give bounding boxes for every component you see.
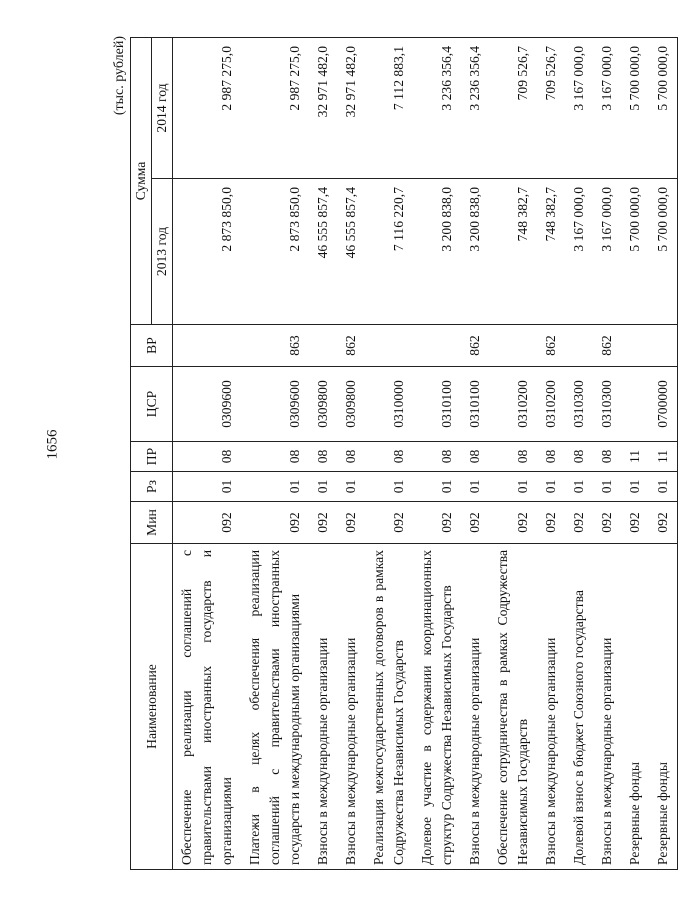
row-rz: 01 <box>461 472 489 502</box>
row-amount-2013: 748 382,7 <box>489 179 537 325</box>
row-amount-2014: 3 236 356,4 <box>461 38 489 179</box>
row-amount-2014: 5 700 000,0 <box>621 38 649 179</box>
row-amount-2014: 709 526,7 <box>537 38 565 179</box>
row-pr: 11 <box>649 442 678 472</box>
row-min: 092 <box>649 502 678 544</box>
row-rz: 01 <box>537 472 565 502</box>
row-name: Взносы в международные организации <box>309 544 337 870</box>
table-row <box>337 38 365 870</box>
row-amount-2013: 2 873 850,0 <box>173 179 242 325</box>
row-amount-2014: 5 700 000,0 <box>649 38 678 179</box>
row-rz: 01 <box>365 472 413 502</box>
header-sum: Сумма <box>131 38 152 325</box>
row-csr: 0310100 <box>413 367 461 442</box>
row-name: Резервные фонды <box>649 544 678 870</box>
row-pr: 08 <box>365 442 413 472</box>
row-name: Долевое участие в содержании координационных структур Содружества Независимых Государств <box>413 544 461 870</box>
table-row <box>173 38 242 870</box>
row-rz: 01 <box>649 472 678 502</box>
row-min: 092 <box>565 502 593 544</box>
row-pr: 08 <box>461 442 489 472</box>
row-amount-2014: 2 987 275,0 <box>173 38 242 179</box>
row-amount-2013: 46 555 857,4 <box>309 179 337 325</box>
row-min: 092 <box>413 502 461 544</box>
row-vr: 862 <box>461 325 489 367</box>
row-pr: 08 <box>489 442 537 472</box>
row-vr: 862 <box>537 325 565 367</box>
row-amount-2014: 3 167 000,0 <box>593 38 621 179</box>
row-rz: 01 <box>621 472 649 502</box>
row-vr <box>413 325 461 367</box>
row-name: Платежи в целях обеспечения реализации соглашений с правительствами иностранных государств и международными организациями <box>241 544 309 870</box>
row-amount-2014: 3 236 356,4 <box>413 38 461 179</box>
row-min: 092 <box>461 502 489 544</box>
row-name: Обеспечение реализации соглашений с правительствами иностранных государств и организациями <box>173 544 242 870</box>
row-name: Долевой взнос в бюджет Союзного государства <box>565 544 593 870</box>
row-amount-2013: 5 700 000,0 <box>649 179 678 325</box>
table-row <box>413 38 461 870</box>
row-amount-2013: 2 873 850,0 <box>241 179 309 325</box>
table-row <box>489 38 537 870</box>
row-pr: 11 <box>621 442 649 472</box>
table-row <box>649 38 678 870</box>
row-name: Резервные фонды <box>621 544 649 870</box>
row-amount-2013: 46 555 857,4 <box>337 179 365 325</box>
row-min: 092 <box>309 502 337 544</box>
row-min: 092 <box>337 502 365 544</box>
row-amount-2014: 3 167 000,0 <box>565 38 593 179</box>
row-rz: 01 <box>413 472 461 502</box>
row-vr: 862 <box>337 325 365 367</box>
row-min: 092 <box>621 502 649 544</box>
row-csr: 0700000 <box>649 367 678 442</box>
row-vr: 862 <box>593 325 621 367</box>
table-row <box>565 38 593 870</box>
row-min: 092 <box>241 502 309 544</box>
row-name: Взносы в международные организации <box>337 544 365 870</box>
row-pr: 08 <box>173 442 242 472</box>
row-min: 092 <box>593 502 621 544</box>
rotated-page-content <box>110 30 670 870</box>
row-csr: 0309600 <box>173 367 242 442</box>
row-amount-2014: 7 112 883,1 <box>365 38 413 179</box>
row-csr: 0310300 <box>593 367 621 442</box>
row-amount-2013: 3 200 838,0 <box>413 179 461 325</box>
table-row <box>241 38 309 870</box>
header-min: Мин <box>131 502 173 544</box>
row-pr: 08 <box>309 442 337 472</box>
row-amount-2013: 5 700 000,0 <box>621 179 649 325</box>
row-pr: 08 <box>241 442 309 472</box>
row-rz: 01 <box>593 472 621 502</box>
row-rz: 01 <box>241 472 309 502</box>
table-body <box>173 38 678 870</box>
row-name: Взносы в международные организации <box>461 544 489 870</box>
row-amount-2014: 32 971 482,0 <box>337 38 365 179</box>
row-rz: 01 <box>173 472 242 502</box>
row-csr: 0309800 <box>309 367 337 442</box>
row-vr <box>309 325 337 367</box>
row-vr <box>621 325 649 367</box>
unit-label: (тыс. рублей) <box>112 36 127 116</box>
row-amount-2014: 709 526,7 <box>489 38 537 179</box>
row-vr <box>489 325 537 367</box>
row-name: Взносы в международные организации <box>537 544 565 870</box>
row-vr <box>365 325 413 367</box>
table-row <box>537 38 565 870</box>
row-amount-2014: 32 971 482,0 <box>309 38 337 179</box>
row-amount-2013: 7 116 220,7 <box>365 179 413 325</box>
row-name: Реализация межгосударственных договоров в рамках Содружества Независимых Государств <box>365 544 413 870</box>
row-csr: 0309600 <box>241 367 309 442</box>
row-pr: 08 <box>337 442 365 472</box>
row-vr <box>565 325 593 367</box>
row-amount-2014: 2 987 275,0 <box>241 38 309 179</box>
row-min: 092 <box>489 502 537 544</box>
table-row <box>461 38 489 870</box>
table-row <box>593 38 621 870</box>
row-pr: 08 <box>565 442 593 472</box>
table-row <box>365 38 413 870</box>
page-number: 1656 <box>44 429 61 460</box>
header-name: Наименование <box>131 544 173 870</box>
row-rz: 01 <box>489 472 537 502</box>
row-csr: 0310000 <box>365 367 413 442</box>
table-row <box>309 38 337 870</box>
row-min: 092 <box>537 502 565 544</box>
header-vr: ВР <box>131 325 173 367</box>
row-min: 092 <box>365 502 413 544</box>
row-rz: 01 <box>309 472 337 502</box>
row-csr <box>621 367 649 442</box>
table-row <box>621 38 649 870</box>
header-year-2013: 2013 год <box>152 179 173 325</box>
row-min: 092 <box>173 502 242 544</box>
row-pr: 08 <box>413 442 461 472</box>
header-year-2014: 2014 год <box>152 38 173 179</box>
header-pr: ПР <box>131 442 173 472</box>
row-name: Обеспечение сотрудничества в рамках Содружества Независимых Государств <box>489 544 537 870</box>
row-pr: 08 <box>537 442 565 472</box>
row-amount-2013: 3 200 838,0 <box>461 179 489 325</box>
row-rz: 01 <box>565 472 593 502</box>
row-amount-2013: 3 167 000,0 <box>565 179 593 325</box>
row-csr: 0310200 <box>537 367 565 442</box>
row-csr: 0310100 <box>461 367 489 442</box>
row-amount-2013: 748 382,7 <box>537 179 565 325</box>
header-csr: ЦСР <box>131 367 173 442</box>
budget-table <box>130 37 678 870</box>
row-csr: 0310200 <box>489 367 537 442</box>
row-amount-2013: 3 167 000,0 <box>593 179 621 325</box>
row-csr: 0309800 <box>337 367 365 442</box>
row-pr: 08 <box>593 442 621 472</box>
header-rz: Рз <box>131 472 173 502</box>
row-vr: 863 <box>241 325 309 367</box>
row-rz: 01 <box>337 472 365 502</box>
row-vr <box>173 325 242 367</box>
row-vr <box>649 325 678 367</box>
row-csr: 0310300 <box>565 367 593 442</box>
row-name: Взносы в международные организации <box>593 544 621 870</box>
